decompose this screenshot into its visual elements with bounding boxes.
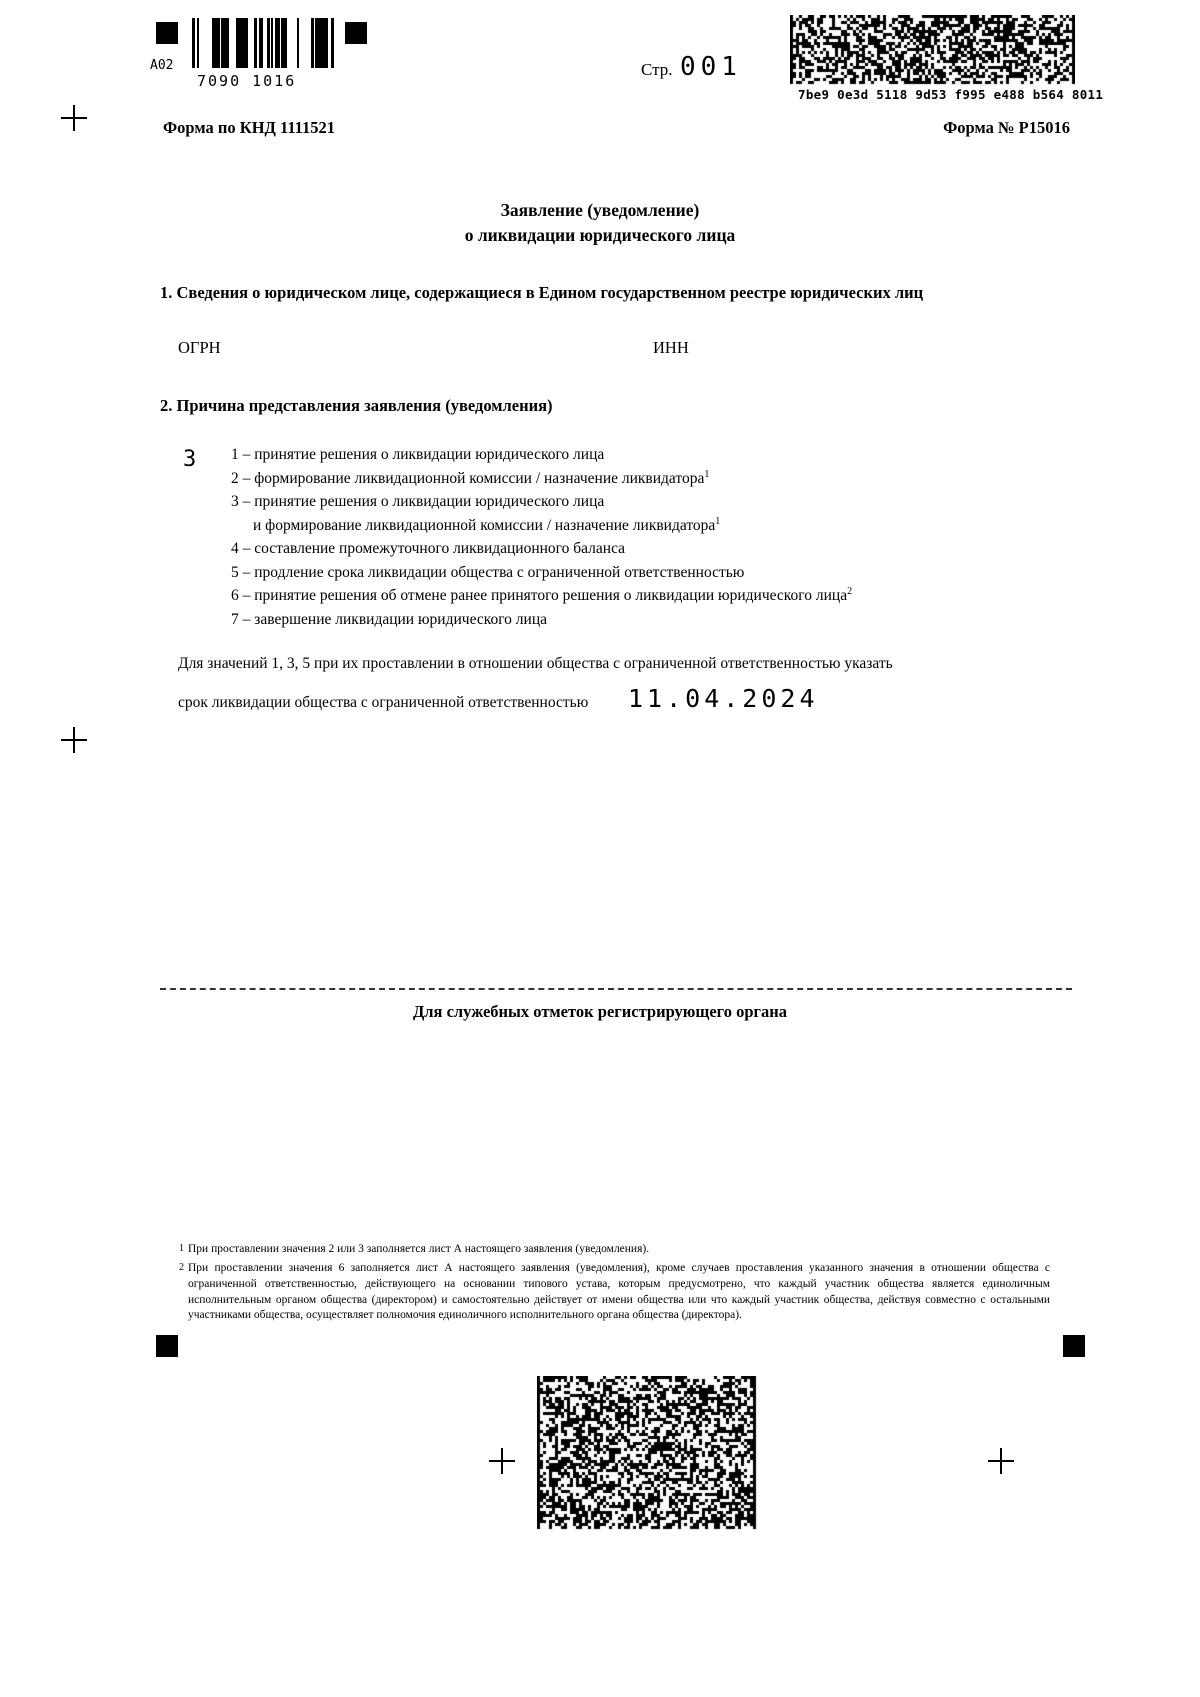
page-title-line1: Заявление (уведомление) (500, 200, 700, 220)
section-2-heading: 2. Причина представления заявления (уведомления) (160, 396, 553, 415)
barcode-1d-top (186, 18, 334, 68)
alignment-cross-icon (61, 727, 87, 753)
ogrn-label: ОГРН (178, 338, 221, 357)
reason-code-value: 3 (183, 447, 197, 472)
inn-label: ИНН (653, 338, 689, 357)
page-title-line2: о ликвидации юридического лица (464, 225, 736, 246)
reason-option-1: 1 – принятие решения о ликвидации юридического лица (231, 446, 605, 463)
barcode-2d-top-right (790, 15, 1075, 85)
page-title (0, 198, 1200, 249)
knd-form-code: Форма по КНД 1111521 (163, 118, 336, 137)
liquidation-term-date: 11.04.2024 (628, 684, 819, 713)
alignment-cross-icon (61, 105, 87, 131)
reason-option-5: 5 – продление срока ликвидации общества с ограниченной ответственностью (231, 563, 745, 581)
barcode-digits: 7090 1016 (197, 72, 297, 90)
registration-mark-top-left-2 (345, 22, 367, 44)
reason-option-3-continued: и формирование ликвидационной комиссии / назначение ликвидатора$^1$ (253, 515, 721, 534)
alignment-cross-icon (988, 1448, 1014, 1474)
registration-mark-bottom-right (1063, 1335, 1085, 1357)
page-label: Стр. (641, 60, 673, 79)
registration-mark-top-left (156, 22, 178, 44)
liquidation-term-note-line2: срок ликвидации общества с ограниченной ответственностью (178, 694, 589, 711)
liquidation-term-note-line1: Для значений 1, 3, 5 при их проставлении в отношении общества с ограниченной ответственностью указать (178, 655, 893, 672)
reason-option-2: 2 – формирование ликвидационной комиссии / назначение ликвидатора$^1$ (231, 468, 710, 487)
service-marks-title: Для служебных отметок регистрирующего органа (412, 1002, 788, 1021)
footnote-2-text: При проставлении значения 6 заполняется лист А настоящего заявления (уведомления), кроме случаев проставления указанного значения в отношении общества с ограниченной ответственностью, действующего на основании типового устава, которым предусмотрено, что каждый участник общества является единоличным исполнительным органом общества (директором) и самостоятельно действует от имени общества или что каждый участник общества, действуя совместно с остальными участниками общества, осуществляет полномочия единоличного исполнительного органа общества (директора). (188, 1261, 1050, 1322)
reason-option-4: 4 – составление промежуточного ликвидационного баланса (231, 540, 626, 558)
reason-option-7: 7 – завершение ликвидации юридического лица (231, 610, 548, 628)
footnote-2 (179, 1261, 1050, 1324)
reason-option-6: 6 – принятие решения об отмене ранее принятого решения о ликвидации юридического лица$^2$ (231, 586, 853, 605)
footnotes (179, 1242, 1050, 1327)
section-1-heading: 1. Сведения о юридическом лице, содержащиеся в Едином государственном реестре юридических лиц (160, 283, 924, 302)
barcode-2d-bottom (537, 1376, 757, 1531)
footnote-2-marker: 2 (179, 1261, 184, 1273)
document-hash: 7be9 0e3d 5118 9d53 f995 e488 b564 8011 (798, 87, 1104, 102)
registration-mark-bottom-left (156, 1335, 178, 1357)
footnote-1-marker: 1 (179, 1243, 184, 1254)
form-number: Форма № Р15016 (943, 118, 1070, 137)
reason-options-list (231, 443, 951, 631)
form-code-label: A02 (150, 58, 174, 73)
footnote-1 (179, 1242, 1050, 1258)
section-divider (160, 988, 1072, 990)
footnote-1-text: При проставлении значения 2 или 3 заполняется лист А настоящего заявления (уведомления). (188, 1243, 650, 1255)
page-number: 001 (680, 52, 742, 82)
alignment-cross-icon (489, 1448, 515, 1474)
reason-option-3: 3 – принятие решения о ликвидации юридического лица (231, 493, 605, 511)
